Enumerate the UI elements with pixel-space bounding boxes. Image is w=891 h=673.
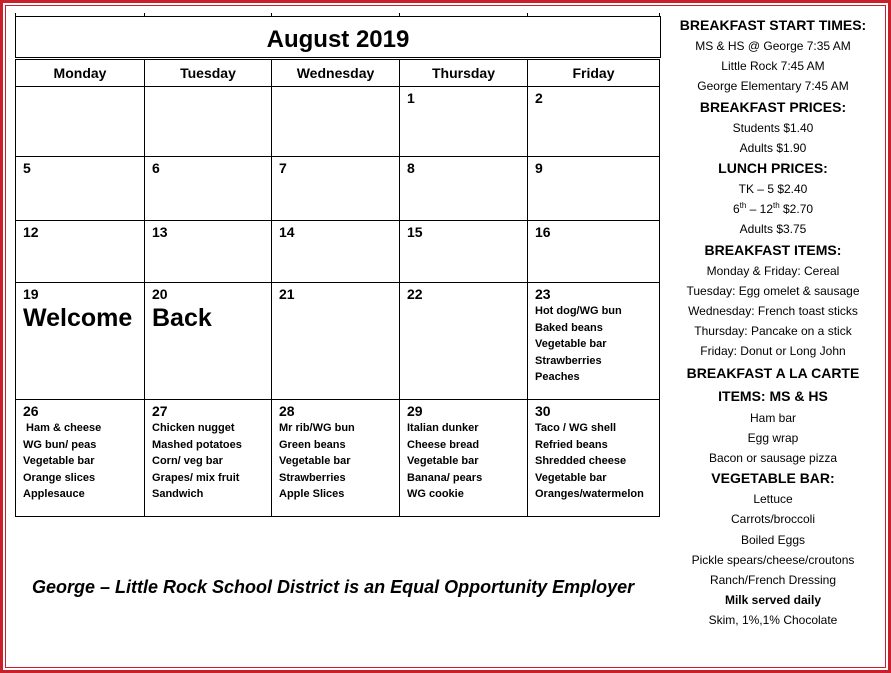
calendar-week-row — [16, 283, 660, 400]
a-la-carte-header: BREAKFAST A LA CARTE — [686, 364, 860, 381]
breakfast-item: Friday: Donut or Long John — [700, 344, 846, 359]
grade-end: – 12 — [746, 202, 773, 217]
menu-item: Baked beans — [535, 321, 603, 334]
calendar-day-cell — [400, 157, 528, 221]
calendar-day-cell — [145, 221, 272, 283]
menu-item: Apple Slices — [279, 488, 345, 500]
day-number: 28 — [279, 403, 295, 419]
day-number: 27 — [152, 403, 168, 419]
menu-item: Chicken nugget — [152, 422, 235, 434]
day-number: 6 — [152, 160, 160, 176]
grade-end-suffix: th — [773, 201, 780, 211]
menu-item: Ham & cheese — [23, 422, 102, 434]
a-la-carte-item: Bacon or sausage pizza — [708, 451, 838, 466]
breakfast-prices-header: BREAKFAST PRICES: — [699, 98, 847, 115]
calendar-day-cell — [400, 283, 528, 400]
day-number: 8 — [407, 160, 415, 176]
lunch-menu — [535, 303, 659, 386]
a-la-carte-header-2: ITEMS: MS & HS — [718, 387, 828, 404]
breakfast-item: Tuesday: Egg omelet & sausage — [686, 283, 860, 298]
calendar-day-cell — [400, 400, 528, 517]
calendar-day-cell — [528, 283, 660, 400]
calendar-day-cell — [145, 87, 272, 157]
menu-item: Mr rib/WG bun — [279, 422, 355, 434]
breakfast-time: George Elementary 7:45 AM — [697, 79, 849, 94]
calendar-day-cell — [16, 157, 145, 221]
day-number: 23 — [535, 286, 551, 302]
welcome-back-banner: Back — [152, 304, 212, 332]
day-number: 1 — [407, 90, 415, 106]
day-number: 30 — [535, 403, 551, 419]
lunch-price-tk: TK – 5 $2.40 — [738, 182, 808, 197]
menu-item: WG bun/ peas — [23, 438, 97, 451]
menu-item: Vegetable bar — [407, 455, 479, 467]
menu-item: Cheese bread — [407, 438, 480, 451]
calendar-grid — [15, 59, 660, 517]
equal-opportunity-statement: George – Little Rock School District is an Equal Opportunity Employer — [32, 577, 635, 597]
weekday-thursday: Thursday — [400, 60, 528, 87]
calendar-week-row — [16, 87, 660, 157]
breakfast-price: Adults $1.90 — [739, 140, 807, 155]
breakfast-items-header: BREAKFAST ITEMS: — [704, 241, 842, 258]
day-number: 16 — [535, 224, 551, 240]
vegetable-bar-item: Ranch/French Dressing — [709, 573, 837, 588]
vegetable-bar-item: Pickle spears/cheese/croutons — [691, 552, 855, 567]
breakfast-time: Little Rock 7:45 AM — [721, 59, 825, 74]
lunch-price-adults: Adults $3.75 — [739, 222, 807, 237]
vegetable-bar-item: Carrots/broccoli — [730, 512, 816, 527]
a-la-carte-item: Ham bar — [749, 410, 796, 425]
day-number: 15 — [407, 224, 423, 240]
lunch-prices-header: LUNCH PRICES: — [718, 160, 828, 177]
calendar-day-cell — [16, 400, 145, 517]
menu-item: Strawberries — [535, 354, 602, 367]
grade-start: 6 — [732, 202, 740, 217]
calendar-day-cell — [145, 400, 272, 517]
lunch-price-6-12 — [665, 199, 881, 219]
menu-item: Italian dunker — [407, 422, 479, 434]
calendar-day-cell — [272, 87, 400, 157]
day-number: 29 — [407, 403, 423, 419]
menu-item: Oranges/watermelon — [535, 488, 644, 500]
calendar-day-cell — [272, 400, 400, 517]
menu-item: Vegetable bar — [279, 455, 351, 467]
day-number: 5 — [23, 160, 31, 176]
lunch-menu — [23, 420, 144, 503]
calendar-day-cell — [528, 87, 660, 157]
menu-item: Peaches — [535, 371, 580, 383]
breakfast-price: Students $1.40 — [732, 120, 814, 135]
calendar-week-row — [16, 221, 660, 283]
day-number: 12 — [23, 224, 39, 240]
menu-item: Grapes/ mix fruit — [152, 471, 240, 484]
welcome-back-banner: Welcome — [23, 304, 133, 332]
menu-item: Shredded cheese — [535, 455, 627, 467]
breakfast-times-header: BREAKFAST START TIMES: — [679, 17, 867, 33]
breakfast-time: MS & HS @ George 7:35 AM — [695, 39, 851, 53]
calendar-day-cell — [528, 157, 660, 221]
weekday-header-row — [16, 60, 660, 87]
vegetable-bar-item: Boiled Eggs — [740, 532, 806, 547]
menu-item: Vegetable bar — [535, 471, 607, 484]
vegetable-bar-item: Lettuce — [753, 492, 793, 507]
calendar-day-cell — [528, 400, 660, 517]
menu-item: Refried beans — [535, 438, 608, 451]
menu-item: Corn/ veg bar — [152, 455, 223, 467]
calendar-day-cell — [16, 87, 145, 157]
lunch-menu — [152, 420, 271, 503]
menu-item: Taco / WG shell — [535, 422, 617, 434]
milk-header: Milk served daily — [724, 593, 822, 608]
lunch-menu — [535, 420, 659, 503]
menu-item: Mashed potatoes — [152, 438, 242, 451]
menu-item: Strawberries — [279, 471, 346, 484]
menu-item: Vegetable bar — [535, 338, 607, 350]
calendar-day-cell — [528, 221, 660, 283]
calendar-day-cell — [400, 221, 528, 283]
day-number: 22 — [407, 286, 423, 302]
menu-item: Green beans — [279, 438, 346, 451]
calendar-day-cell — [272, 283, 400, 400]
milk-types: Skim, 1%,1% Chocolate — [708, 613, 838, 628]
day-number: 26 — [23, 403, 39, 419]
calendar-day-cell — [16, 221, 145, 283]
day-number: 9 — [535, 160, 543, 176]
calendar-day-cell — [145, 157, 272, 221]
month-title: August 2019 — [15, 16, 661, 58]
weekday-wednesday: Wednesday — [272, 60, 400, 87]
weekday-monday: Monday — [16, 60, 145, 87]
day-number: 20 — [152, 286, 168, 302]
calendar-day-cell — [16, 283, 145, 400]
menu-item: Applesauce — [23, 488, 85, 500]
lunch-menu — [407, 420, 527, 503]
calendar-day-cell — [272, 157, 400, 221]
menu-item: Orange slices — [23, 471, 96, 484]
breakfast-item: Thursday: Pancake on a stick — [694, 324, 852, 339]
menu-item: Vegetable bar — [23, 455, 95, 467]
calendar-week-row — [16, 400, 660, 517]
menu-item: Hot dog/WG bun — [535, 305, 622, 317]
calendar-day-cell — [272, 221, 400, 283]
grade-start-suffix: th — [739, 201, 747, 211]
weekday-tuesday: Tuesday — [145, 60, 272, 87]
breakfast-item: Wednesday: French toast sticks — [688, 304, 858, 319]
lunch-menu — [279, 420, 399, 503]
breakfast-item: Monday & Friday: Cereal — [706, 263, 840, 278]
day-number: 19 — [23, 286, 39, 302]
day-number: 21 — [279, 286, 295, 302]
menu-item: Sandwich — [152, 488, 204, 500]
menu-item: WG cookie — [407, 488, 464, 500]
a-la-carte-item: Egg wrap — [747, 430, 799, 445]
menu-item: Banana/ pears — [407, 471, 483, 484]
day-number: 13 — [152, 224, 168, 240]
calendar-week-row — [16, 157, 660, 221]
lunch-price-value: $2.70 — [779, 202, 814, 217]
vegetable-bar-header: VEGETABLE BAR: — [711, 470, 835, 487]
weekday-friday: Friday — [528, 60, 660, 87]
info-sidebar — [665, 15, 881, 631]
day-number: 2 — [535, 90, 543, 106]
day-number: 14 — [279, 224, 295, 240]
day-number: 7 — [279, 160, 287, 176]
calendar-day-cell — [145, 283, 272, 400]
calendar-day-cell — [400, 87, 528, 157]
